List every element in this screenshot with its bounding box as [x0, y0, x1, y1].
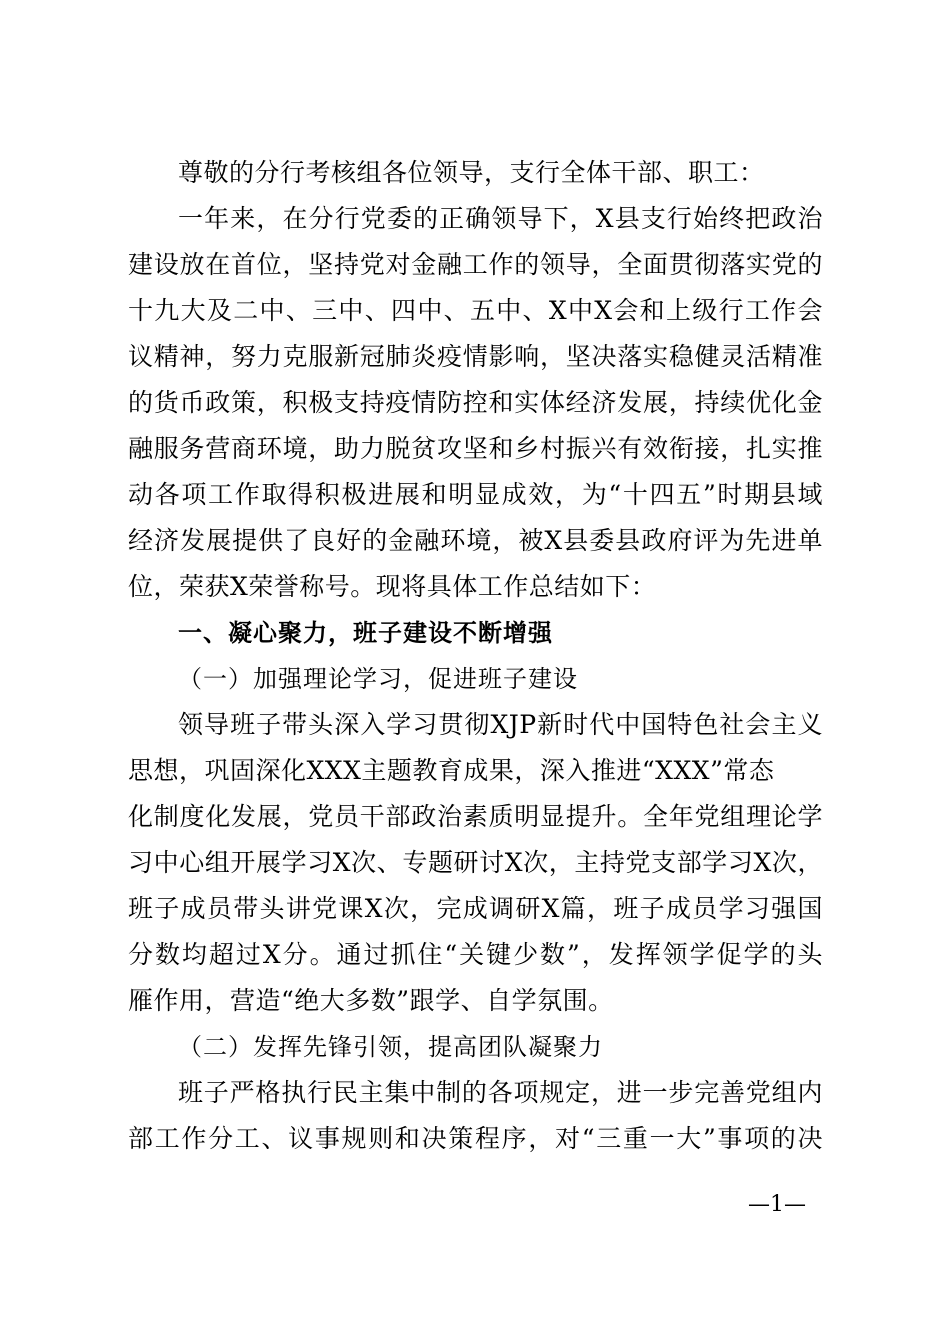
paragraph-line: 部工作分工、议事规则和决策程序，对“三重一大”事项的决 [128, 1124, 823, 1153]
section-heading: 一、凝心聚力，班子建设不断增强 [178, 619, 553, 647]
paragraph-line: 一年来，在分行党委的正确领导下，X县支行始终把政治 [178, 204, 823, 233]
paragraph-line: 十九大及二中、三中、四中、五中、X中X会和上级行工作会 [128, 296, 823, 325]
paragraph-line: 班子严格执行民主集中制的各项规定，进一步完善党组内 [178, 1078, 823, 1107]
paragraph-line: 议精神，努力克服新冠肺炎疫情影响，坚决落实稳健灵活精准 [128, 342, 823, 371]
paragraph-line: 经济发展提供了良好的金融环境，被X县委县政府评为先进单 [128, 526, 823, 555]
paragraph-line: 雁作用，营造“绝大多数”跟学、自学氛围。 [128, 986, 614, 1015]
paragraph-line: 位，荣获X荣誉称号。现将具体工作总结如下： [128, 572, 657, 601]
paragraph-line: 的货币政策，积极支持疫情防控和实体经济发展，持续优化金 [128, 388, 823, 417]
paragraph-line: 习中心组开展学习X次、专题研讨X次，主持党支部学习X次， [128, 848, 823, 877]
page-number: —1— [748, 1192, 806, 1217]
salutation: 尊敬的分行考核组各位领导，支行全体干部、职工： [178, 158, 765, 187]
paragraph-line: 班子成员带头讲党课X次，完成调研X篇，班子成员学习强国 [128, 894, 823, 923]
paragraph-line: 动各项工作取得积极进展和明显成效，为“十四五”时期县域 [128, 480, 823, 509]
paragraph-line: 化制度化发展，党员干部政治素质明显提升。全年党组理论学 [128, 802, 823, 831]
paragraph-line: 思想，巩固深化XXX主题教育成果，深入推进“XXX”常态 [128, 756, 775, 785]
paragraph-line: 领导班子带头深入学习贯彻XJP新时代中国特色社会主义 [178, 710, 823, 739]
paragraph-line: 融服务营商环境，助力脱贫攻坚和乡村振兴有效衔接，扎实推 [128, 434, 823, 463]
subsection-heading: （二）发挥先锋引领，提高团队凝聚力 [178, 1033, 603, 1061]
subsection-heading: （一）加强理论学习，促进班子建设 [178, 665, 578, 693]
document-body [128, 150, 823, 1162]
paragraph-line: 建设放在首位，坚持党对金融工作的领导，全面贯彻落实党的 [128, 250, 823, 279]
paragraph-line: 分数均超过X分。通过抓住“关键少数”，发挥领学促学的头 [128, 940, 823, 969]
